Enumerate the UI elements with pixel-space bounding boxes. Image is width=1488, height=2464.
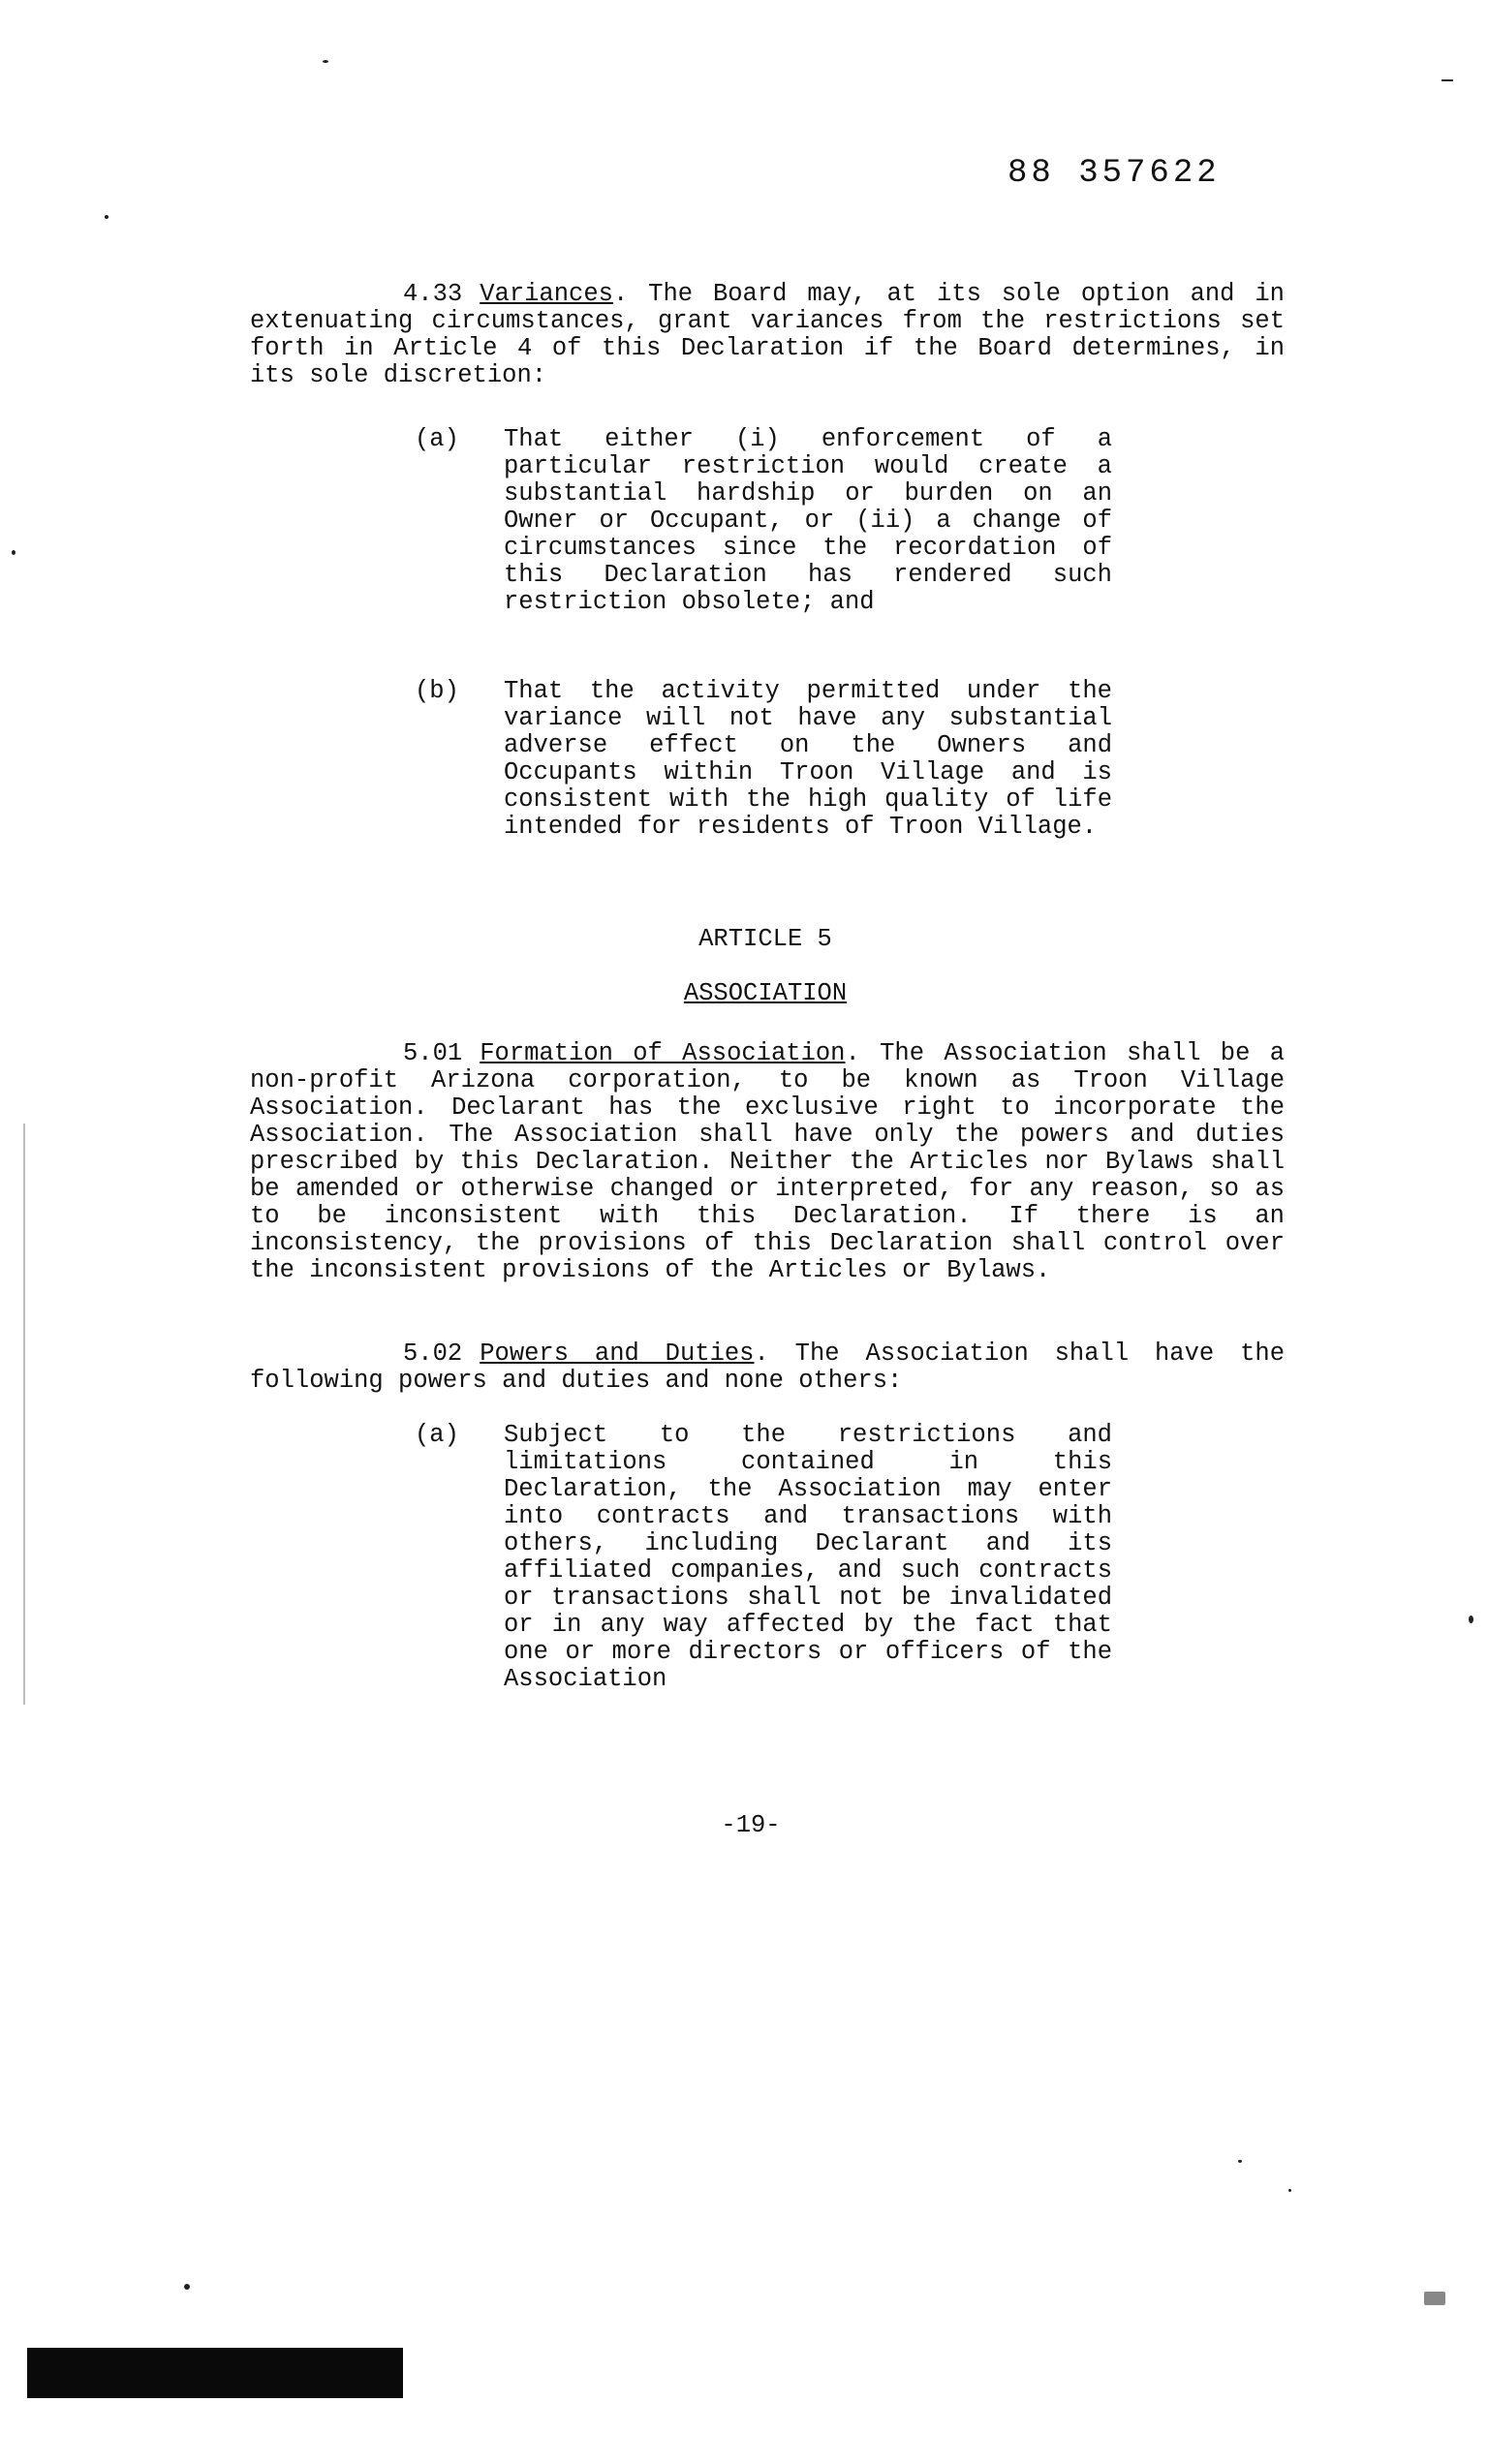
scan-speck (184, 2284, 190, 2290)
section-number: 5.02 (403, 1340, 463, 1368)
item-text: That either (i) enforcement of a particular restriction would create a substantial hardship or burden on an Owner or Occupant, or (ii) a change of circumstances since the recordation of this Declaration has rendered such restriction obsolete; and (504, 425, 1112, 616)
scan-speck (1288, 2189, 1291, 2192)
item-label: (b) (415, 677, 459, 705)
article-title: ASSOCIATION (683, 979, 848, 1007)
section-title: Variances (480, 280, 613, 308)
scan-speck (1442, 79, 1453, 81)
section-title: Formation of Association (480, 1039, 846, 1067)
section-number: 5.01 (403, 1039, 463, 1067)
list-item (415, 678, 1257, 841)
scan-speck (1424, 2292, 1445, 2305)
item-label: (a) (415, 1421, 459, 1449)
article-heading: ARTICLE 5 (698, 925, 832, 953)
scan-edge-mark (23, 1124, 25, 1705)
list-item (415, 1422, 1257, 1693)
item-text: That the activity permitted under the variance will not have any substantial adverse effect on the Owners and Occupants within Troon Village and is consistent with the high quality of life intended for residents of Troon Village. (504, 677, 1112, 841)
scan-speck (12, 550, 16, 555)
section-4-33 (250, 281, 1285, 389)
section-body: . The Board may, at its sole option and in extenuating circumstances, grant variances from the restrictions set forth in Article 4 of this Declaration if the Board determines, in its sole discretion: (250, 280, 1285, 389)
section-5-02 (250, 1340, 1285, 1395)
page-number: -19- (721, 1811, 781, 1839)
scan-speck (105, 215, 108, 219)
section-body: . The Association shall be a non-profit Arizona corporation, to be known as Troon Village Association. Declarant has the exclusive right to incorporate the Association. The Association shall have only the powers and duties prescribed by this Declaration. Neither the Articles nor Bylaws shall be amended or otherwise changed or interpreted, for any reason, so as to be inconsistent with this Declaration. If there is an inconsistency, the provisions of this Declaration shall control over the inconsistent provisions of the Articles or Bylaws. (250, 1039, 1285, 1284)
section-body: . The Association shall have the following powers and duties and none others: (250, 1340, 1285, 1395)
section-title: Powers and Duties (480, 1340, 755, 1368)
scan-speck (1238, 2160, 1242, 2163)
section-number: 4.33 (403, 280, 463, 308)
document-number: 88 357622 (1008, 155, 1221, 192)
item-text: Subject to the restrictions and limitations contained in this Declaration, the Association may enter into contracts and transactions with others, including Declarant and its affiliated companies, and such contracts or transactions shall not be invalidated or in any way affected by the fact that one or more directors or officers of the Association (504, 1421, 1112, 1693)
scan-speck (1469, 1616, 1473, 1623)
item-label: (a) (415, 425, 459, 453)
list-item (415, 426, 1257, 616)
redaction-bar (27, 2348, 403, 2398)
section-5-01 (250, 1040, 1285, 1284)
scan-speck (323, 60, 328, 63)
